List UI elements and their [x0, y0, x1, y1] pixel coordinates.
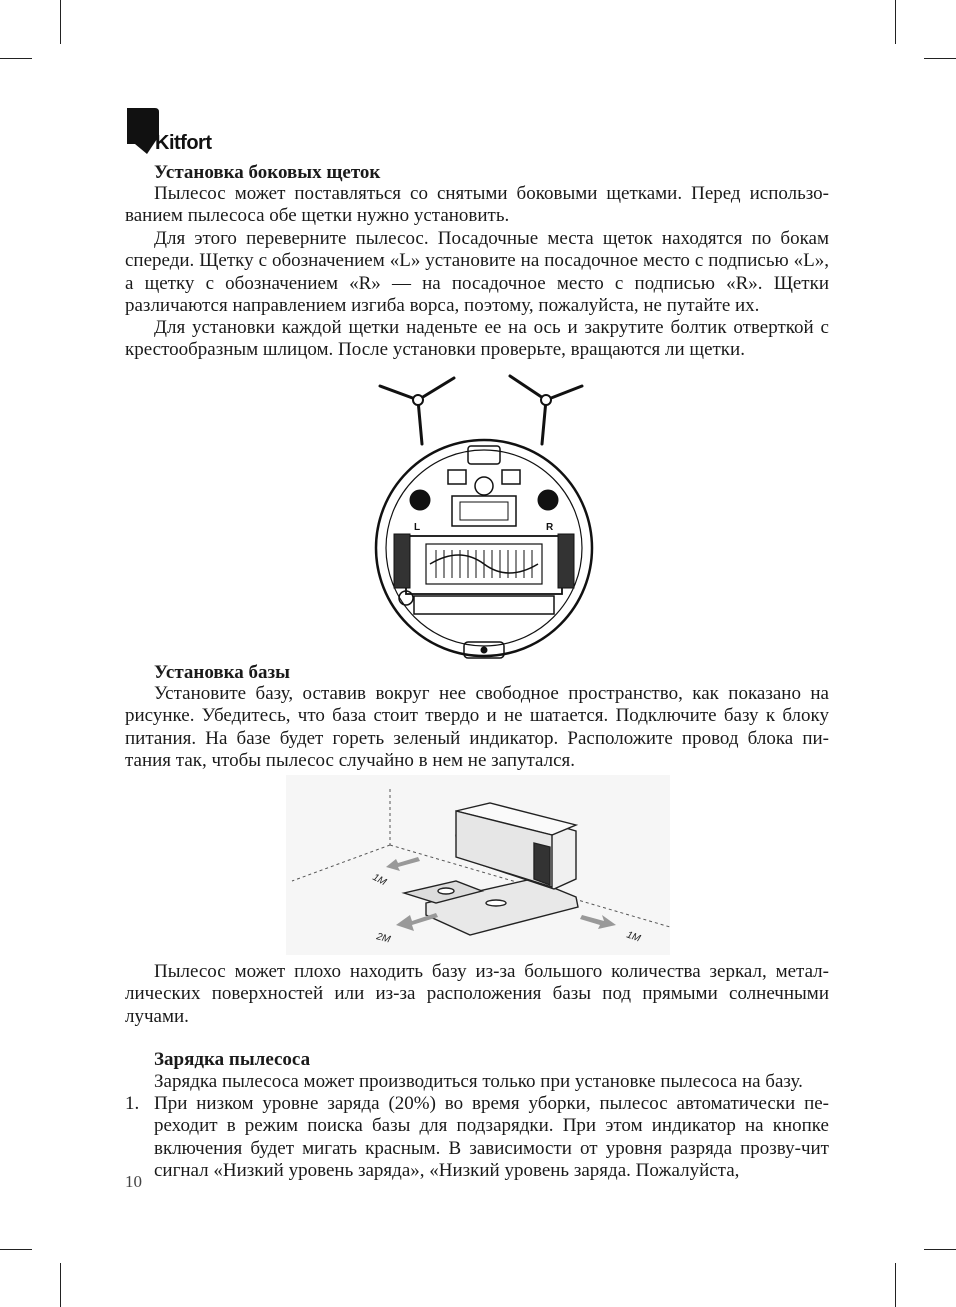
paragraph: Зарядка пылесоса может производиться только при установке пылесоса на базу.	[154, 1071, 803, 1092]
crop-mark	[924, 58, 956, 59]
robot-body-icon	[376, 440, 592, 658]
robot-bottom-diagram	[370, 370, 606, 666]
side-brush-right-icon	[510, 376, 582, 444]
distance-front-label: 2M	[375, 931, 392, 946]
crop-mark	[895, 1263, 896, 1307]
list-text: При низком уровне заряда (20%) во время уборки, пылесос автоматически пе-реходит в режим поиска базы для подзарядки. При этом индикатор на кнопке включения будет мигать красным. В зависимости от уровня разряда прозву-чит сигнал «Низкий уровень заряда», «Низкий уровень заряда. Пожалуйста,	[154, 1093, 829, 1181]
paragraph: Пылесос может плохо находить базу из-за большого количества зеркал, метал-лических поверхностей или из-за расположения базы под прямыми солнечными лучами.	[125, 961, 829, 1027]
label-left: L	[414, 522, 421, 533]
side-brush-left-icon	[380, 378, 454, 444]
section-title-charging: Зарядка пылесоса	[154, 1049, 311, 1070]
crop-mark	[895, 0, 896, 44]
paragraph: Для этого переверните пылесос. Посадочные места щеток находятся по бокам спереди. Щетку с обозначением «L» установите на посадочное место с подписью «L», а щетку с обозначением «R» — на посадочное место с подписью «R». Щетки различаются направлением изгиба ворса, поэтому, пожалуйста, не путайте их.	[125, 228, 829, 316]
charging-base-diagram	[286, 775, 670, 955]
distance-back-label: 1M	[370, 871, 389, 889]
paragraph: Пылесос может поставляться со снятыми боковыми щетками. Перед использо-ванием пылесоса обе щетки нужно установить.	[125, 183, 829, 227]
crop-mark	[60, 0, 61, 44]
crop-mark	[924, 1249, 956, 1250]
kitfort-logo	[125, 106, 245, 158]
paragraph: Для установки каждой щетки наденьте ее на ось и закрутите болтик отверткой с крестообразным шлицом. После установки проверьте, вращаются ли щетки.	[125, 317, 829, 361]
paragraph: Установите базу, оставив вокруг нее свободное пространство, как показано на рисунке. Убедитесь, что база стоит твердо и не шатается. Подключите базу к блоку питания. На базе будет гореть зеленый индикатор. Расположите провод блока пи-тания так, чтобы пылесос случайно в нем не запутался.	[125, 683, 829, 771]
crop-mark	[0, 58, 32, 59]
label-right: R	[546, 522, 554, 533]
list-number: 1.	[125, 1093, 140, 1114]
crop-mark	[60, 1263, 61, 1307]
page-number: 10	[125, 1172, 142, 1191]
brand-name: Kitfort	[155, 132, 212, 154]
section-title-side-brushes: Установка боковых щеток	[154, 162, 381, 183]
distance-side-label: 1M	[624, 929, 642, 945]
section-title-base: Установка базы	[154, 662, 291, 683]
crop-mark	[0, 1249, 32, 1250]
